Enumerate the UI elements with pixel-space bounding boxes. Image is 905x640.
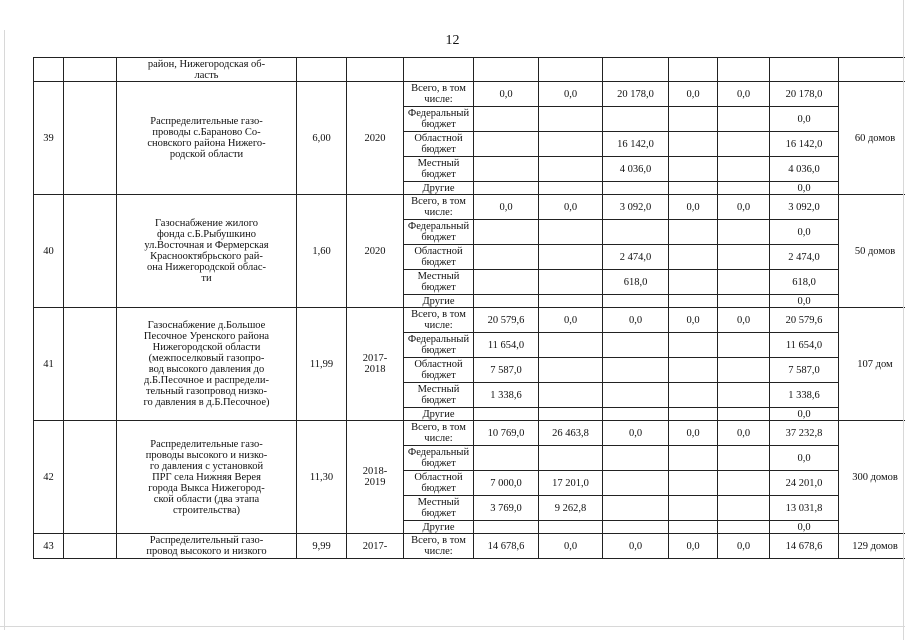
value-col-4	[669, 333, 718, 358]
blank-cell	[404, 58, 474, 82]
value-col-5	[718, 496, 770, 521]
value-col-1: 7 587,0	[474, 358, 539, 383]
row-number: 40	[34, 195, 64, 308]
value-col-2	[539, 245, 603, 270]
value-total: 11 654,0	[770, 333, 839, 358]
value-col-1: 11 654,0	[474, 333, 539, 358]
gas-supply-table	[33, 57, 905, 559]
value-col-4	[669, 408, 718, 421]
value-col-1: 0,0	[474, 195, 539, 220]
value-col-5	[718, 446, 770, 471]
table-row	[34, 308, 905, 333]
value-col-1: 7 000,0	[474, 471, 539, 496]
value-col-2	[539, 270, 603, 295]
value-col-2	[539, 521, 603, 534]
value-col-5	[718, 408, 770, 421]
value-col-2: 9 262,8	[539, 496, 603, 521]
blank-cell	[64, 421, 117, 534]
value-col-4: 0,0	[669, 308, 718, 333]
value-col-4: 0,0	[669, 534, 718, 559]
row-number: 42	[34, 421, 64, 534]
value-col-2: 0,0	[539, 195, 603, 220]
table-row-fragment	[34, 58, 905, 82]
table-row	[34, 82, 905, 107]
value-col-2	[539, 383, 603, 408]
value-col-5	[718, 471, 770, 496]
object-name: Газоснабжение жилого фонда с.Б.Рыбушкино ул.Восточная и Фермерская Краснооктябрьского рай- она Нижегородской облас- ти	[117, 195, 297, 308]
value-col-2	[539, 295, 603, 308]
value-col-1	[474, 182, 539, 195]
houses-count: 50 домов	[839, 195, 905, 308]
construction-years: 2018- 2019	[347, 421, 404, 534]
value-total: 16 142,0	[770, 132, 839, 157]
value-col-3	[603, 446, 669, 471]
funding-source-label: Местный бюджет	[404, 157, 474, 182]
construction-years: 2017- 2018	[347, 308, 404, 421]
value-col-1: 3 769,0	[474, 496, 539, 521]
value-col-3	[603, 496, 669, 521]
funding-source-label: Всего, в том числе:	[404, 534, 474, 559]
value-col-1: 1 338,6	[474, 383, 539, 408]
pipeline-length: 6,00	[297, 82, 347, 195]
value-col-2	[539, 408, 603, 421]
blank-cell	[770, 58, 839, 82]
funding-source-label: Областной бюджет	[404, 471, 474, 496]
funding-source-label: Всего, в том числе:	[404, 82, 474, 107]
funding-source-label: Всего, в том числе:	[404, 421, 474, 446]
value-col-5	[718, 295, 770, 308]
value-col-4: 0,0	[669, 82, 718, 107]
value-col-2: 0,0	[539, 82, 603, 107]
value-col-3	[603, 333, 669, 358]
blank-cell	[839, 58, 905, 82]
funding-source-label: Другие	[404, 295, 474, 308]
blank-cell	[347, 58, 404, 82]
value-col-1: 0,0	[474, 82, 539, 107]
construction-years: 2020	[347, 82, 404, 195]
construction-years: 2017-	[347, 534, 404, 559]
houses-count: 60 домов	[839, 82, 905, 195]
value-col-2	[539, 358, 603, 383]
scan-edge-right	[903, 0, 904, 640]
scan-edge-bottom	[0, 626, 905, 627]
value-col-1	[474, 245, 539, 270]
value-col-5: 0,0	[718, 82, 770, 107]
value-col-2: 26 463,8	[539, 421, 603, 446]
value-col-1	[474, 220, 539, 245]
blank-cell	[603, 58, 669, 82]
value-col-2	[539, 157, 603, 182]
object-name: Распределительные газо- проводы с.Бараново Со- сновского района Нижего- родской области	[117, 82, 297, 195]
value-col-5: 0,0	[718, 534, 770, 559]
value-col-5	[718, 220, 770, 245]
blank-cell	[64, 534, 117, 559]
funding-source-label: Всего, в том числе:	[404, 308, 474, 333]
value-col-5: 0,0	[718, 421, 770, 446]
value-col-3	[603, 220, 669, 245]
value-col-2	[539, 107, 603, 132]
value-col-1: 10 769,0	[474, 421, 539, 446]
funding-source-label: Местный бюджет	[404, 383, 474, 408]
value-col-5	[718, 107, 770, 132]
pipeline-length: 11,99	[297, 308, 347, 421]
value-col-2	[539, 220, 603, 245]
value-col-5	[718, 383, 770, 408]
value-total: 24 201,0	[770, 471, 839, 496]
value-col-4	[669, 107, 718, 132]
blank-cell	[64, 58, 117, 82]
value-col-3: 2 474,0	[603, 245, 669, 270]
value-col-2	[539, 333, 603, 358]
value-col-3	[603, 295, 669, 308]
value-col-1: 20 579,6	[474, 308, 539, 333]
value-col-5	[718, 333, 770, 358]
value-col-4	[669, 270, 718, 295]
value-col-4: 0,0	[669, 421, 718, 446]
value-col-5	[718, 157, 770, 182]
blank-cell	[64, 308, 117, 421]
value-total: 4 036,0	[770, 157, 839, 182]
row-number: 39	[34, 82, 64, 195]
value-col-3: 0,0	[603, 534, 669, 559]
blank-cell	[474, 58, 539, 82]
funding-source-label: Всего, в том числе:	[404, 195, 474, 220]
value-col-1	[474, 295, 539, 308]
value-col-1	[474, 408, 539, 421]
object-name: Распределительный газо- провод высокого и низкого	[117, 534, 297, 559]
value-total: 2 474,0	[770, 245, 839, 270]
value-col-3	[603, 107, 669, 132]
value-col-5: 0,0	[718, 308, 770, 333]
object-name: Распределительные газо- проводы высокого и низко- го давления с установкой ПРГ села Нижняя Верея города Выкса Нижегород- ской области (два этапа строительства)	[117, 421, 297, 534]
value-col-3: 3 092,0	[603, 195, 669, 220]
value-col-3: 16 142,0	[603, 132, 669, 157]
value-col-1	[474, 107, 539, 132]
value-col-3: 0,0	[603, 421, 669, 446]
value-col-2	[539, 132, 603, 157]
value-col-2: 0,0	[539, 308, 603, 333]
value-col-2: 0,0	[539, 534, 603, 559]
value-total: 20 178,0	[770, 82, 839, 107]
value-total: 3 092,0	[770, 195, 839, 220]
value-col-4	[669, 132, 718, 157]
blank-cell	[669, 58, 718, 82]
value-total: 0,0	[770, 220, 839, 245]
value-col-3	[603, 471, 669, 496]
value-col-5	[718, 521, 770, 534]
value-col-5	[718, 270, 770, 295]
blank-cell	[64, 195, 117, 308]
funding-source-label: Федеральный бюджет	[404, 333, 474, 358]
value-col-4	[669, 182, 718, 195]
row-number	[34, 58, 64, 82]
funding-source-label: Федеральный бюджет	[404, 107, 474, 132]
value-total: 0,0	[770, 446, 839, 471]
value-col-4	[669, 471, 718, 496]
value-col-1: 14 678,6	[474, 534, 539, 559]
value-col-4	[669, 295, 718, 308]
houses-count: 300 домов	[839, 421, 905, 534]
value-total: 13 031,8	[770, 496, 839, 521]
value-col-5: 0,0	[718, 195, 770, 220]
value-col-1	[474, 132, 539, 157]
blank-cell	[718, 58, 770, 82]
funding-source-label: Другие	[404, 521, 474, 534]
value-col-4	[669, 220, 718, 245]
value-col-5	[718, 182, 770, 195]
construction-years: 2020	[347, 195, 404, 308]
value-col-5	[718, 245, 770, 270]
funding-source-label: Областной бюджет	[404, 358, 474, 383]
value-col-3	[603, 182, 669, 195]
blank-cell	[64, 82, 117, 195]
funding-source-label: Местный бюджет	[404, 270, 474, 295]
pipeline-length: 9,99	[297, 534, 347, 559]
value-col-5	[718, 358, 770, 383]
value-col-3: 618,0	[603, 270, 669, 295]
value-col-2	[539, 446, 603, 471]
value-col-2: 17 201,0	[539, 471, 603, 496]
blank-cell	[539, 58, 603, 82]
value-col-3	[603, 408, 669, 421]
value-total: 7 587,0	[770, 358, 839, 383]
value-col-4	[669, 358, 718, 383]
object-name: район, Нижегородская об- ласть	[117, 58, 297, 82]
value-total: 14 678,6	[770, 534, 839, 559]
value-col-1	[474, 446, 539, 471]
funding-source-label: Другие	[404, 408, 474, 421]
value-col-1	[474, 270, 539, 295]
value-total: 0,0	[770, 107, 839, 132]
value-col-3	[603, 358, 669, 383]
value-total: 0,0	[770, 182, 839, 195]
table-row-partial	[34, 534, 905, 559]
value-col-3	[603, 521, 669, 534]
value-col-1	[474, 521, 539, 534]
pipeline-length: 1,60	[297, 195, 347, 308]
value-col-2	[539, 182, 603, 195]
value-col-4	[669, 521, 718, 534]
page-number: 12	[445, 33, 460, 48]
houses-count: 129 домов	[839, 534, 905, 559]
value-col-4	[669, 383, 718, 408]
row-number: 43	[34, 534, 64, 559]
table-row	[34, 195, 905, 220]
value-col-4	[669, 245, 718, 270]
value-total: 20 579,6	[770, 308, 839, 333]
blank-cell	[297, 58, 347, 82]
funding-source-label: Федеральный бюджет	[404, 446, 474, 471]
funding-source-label: Другие	[404, 182, 474, 195]
table-row	[34, 421, 905, 446]
object-name: Газоснабжение д.Большое Песочное Уренского района Нижегородской области (межпоселковый газопро- вод высокого давления до д.Б.Песочное и распредели- тельный газопровод низко- го давления в д.Б.Песочное)	[117, 308, 297, 421]
value-col-5	[718, 132, 770, 157]
value-col-4	[669, 157, 718, 182]
value-col-3: 20 178,0	[603, 82, 669, 107]
value-col-3: 4 036,0	[603, 157, 669, 182]
pipeline-length: 11,30	[297, 421, 347, 534]
value-total: 37 232,8	[770, 421, 839, 446]
value-total: 618,0	[770, 270, 839, 295]
value-total: 1 338,6	[770, 383, 839, 408]
value-total: 0,0	[770, 521, 839, 534]
funding-source-label: Местный бюджет	[404, 496, 474, 521]
value-col-4	[669, 496, 718, 521]
scan-edge-left	[4, 30, 5, 630]
houses-count: 107 дом	[839, 308, 905, 421]
row-number: 41	[34, 308, 64, 421]
value-total: 0,0	[770, 408, 839, 421]
value-col-1	[474, 157, 539, 182]
value-col-4: 0,0	[669, 195, 718, 220]
value-col-4	[669, 446, 718, 471]
funding-source-label: Областной бюджет	[404, 132, 474, 157]
funding-source-label: Федеральный бюджет	[404, 220, 474, 245]
value-col-3	[603, 383, 669, 408]
value-col-3: 0,0	[603, 308, 669, 333]
funding-source-label: Областной бюджет	[404, 245, 474, 270]
value-total: 0,0	[770, 295, 839, 308]
